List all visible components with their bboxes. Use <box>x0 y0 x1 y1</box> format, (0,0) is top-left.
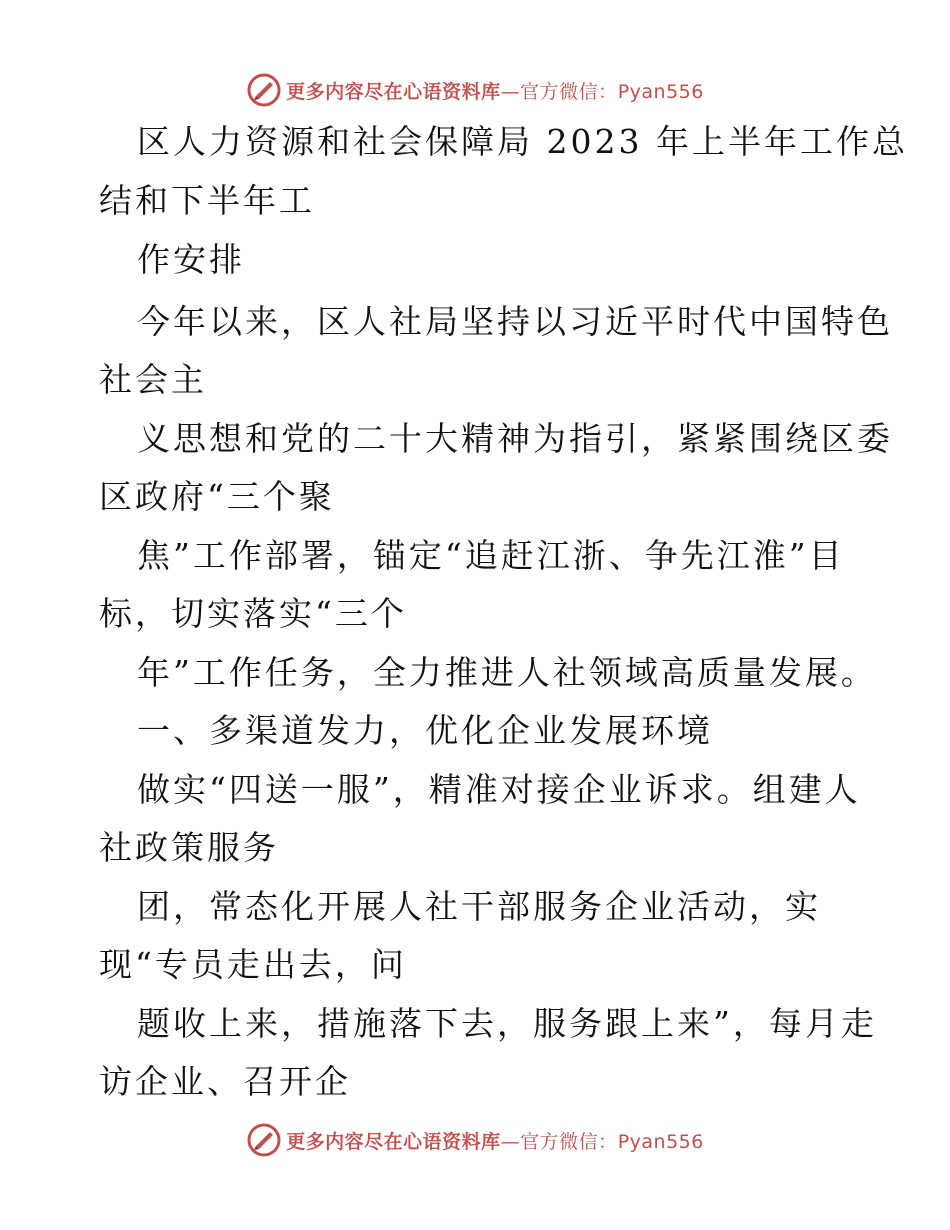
watermark-main: 更多内容尽在心语资料库 <box>286 1130 501 1153</box>
watermark-text <box>286 77 704 104</box>
watermark-wechat-id: Pyan556 <box>617 1130 704 1153</box>
watermark-wechat-label: 官方微信： <box>520 1130 618 1153</box>
footer-watermark <box>0 1120 950 1160</box>
paragraph-line: 焦”工作部署，锚定“追赶江浙、争先江淮”目 <box>137 536 845 575</box>
watermark-separator: — <box>500 80 521 103</box>
title-line-3: 作安排 <box>137 240 245 279</box>
section-heading: 一、多渠道发力，优化企业发展环境 <box>137 711 713 750</box>
paragraph-line: 团，常态化开展人社干部服务企业活动，实 <box>137 887 821 926</box>
paragraph-line: 社会主 <box>99 360 207 399</box>
watermark-wechat-id: Pyan556 <box>617 80 704 103</box>
watermark-separator: — <box>500 1130 521 1153</box>
watermark-main: 更多内容尽在心语资料库 <box>286 80 501 103</box>
paragraph-line: 题收上来，措施落下去，服务跟上来”，每月走 <box>137 1004 877 1043</box>
paragraph-line: 义思想和党的二十大精神为指引，紧紧围绕区委 <box>137 419 893 458</box>
pen-logo-icon <box>246 72 282 108</box>
paragraph-line: 社政策服务 <box>99 828 279 867</box>
paragraph-line: 年”工作任务，全力推进人社领域高质量发展。 <box>137 653 877 692</box>
paragraph-line: 区政府“三个聚 <box>99 477 335 516</box>
paragraph-line: 现“专员走出去，问 <box>99 945 407 984</box>
paragraph-line: 标，切实落实“三个 <box>99 594 407 633</box>
title-line-2: 结和下半年工 <box>99 181 315 220</box>
header-watermark <box>0 70 950 110</box>
pen-logo-icon <box>246 1122 282 1158</box>
paragraph-line: 做实“四送一服”，精准对接企业诉求。组建人 <box>137 770 861 809</box>
paragraph-line: 访企业、召开企 <box>99 1062 351 1101</box>
watermark-text <box>286 1127 704 1154</box>
paragraph-line: 今年以来，区人社局坚持以习近平时代中国特色 <box>137 302 893 341</box>
title-line-1: 区人力资源和社会保障局 2023 年上半年工作总 <box>137 122 908 161</box>
watermark-wechat-label: 官方微信： <box>520 80 618 103</box>
